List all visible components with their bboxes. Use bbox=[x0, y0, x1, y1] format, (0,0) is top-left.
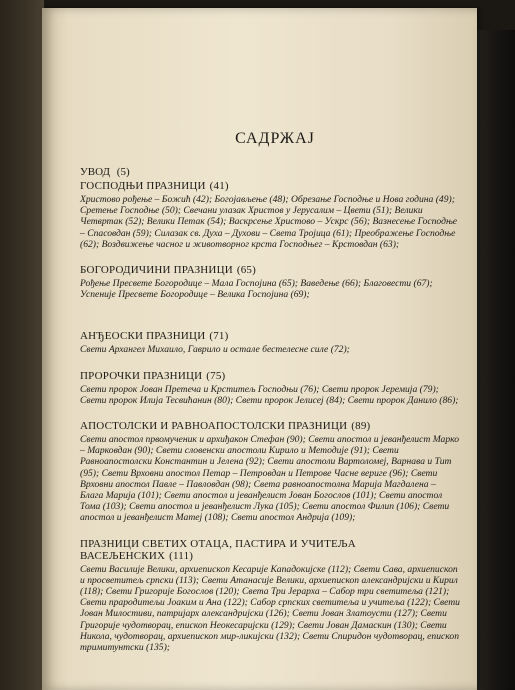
toc-intro bbox=[80, 166, 460, 178]
section-page: (89) bbox=[351, 420, 371, 433]
section-title: ГОСПОДЊИ ПРАЗНИЦИ bbox=[80, 180, 206, 192]
table-of-contents bbox=[80, 130, 460, 667]
section-title: ПРОРОЧКИ ПРАЗНИЦИ bbox=[80, 369, 203, 382]
section-page: (111) bbox=[169, 549, 194, 562]
toc-section-angels bbox=[80, 330, 460, 355]
intro-page: (5) bbox=[116, 166, 130, 178]
section-title: АПОСТОЛСКИ И РАВНОАПОСТОЛСКИ ПРАЗНИЦИ bbox=[80, 420, 348, 433]
section-page: (65) bbox=[236, 264, 256, 277]
section-heading bbox=[80, 370, 460, 382]
section-title: АНЂЕОСКИ ПРАЗНИЦИ bbox=[80, 330, 206, 343]
section-heading bbox=[80, 180, 460, 192]
section-entries: Свети апостол првомученик и архиђакон Стефан (90); Свети апостол и јеванђелист Марко – Марковдан (90); Свети словенски апостоли Кирило и Методије (91); Свети Равноапостолски Константин и Јелена (92); Свети апостоли Вартоломеј, Варнава и Тит (95); Свети Врховни апостол Петар – Петровдан и Петрове Часне вериге (96); Свети Врховни апостол Павле – Павловдан (98); Света равноапостолна Марија Магдалена – Блага Марија (101); Свети апостол и јеванђелист Јован Богослов (101); Свети апостол Тома (103); Свети апостол и јеванђелист Лука (105); Свети апостол Филип (106); Свети апостол и јеванђелист Матеј (108); Свети апостол Андрија (109); bbox=[80, 434, 460, 524]
section-heading bbox=[80, 420, 460, 432]
section-page: (41) bbox=[209, 180, 229, 192]
section-heading bbox=[80, 264, 460, 276]
section-entries: Рођење Пресвете Богородице – Мала Госпојина (65); Ваведење (66); Благовести (67); Успеније Пресвете Богородице – Велика Госпојина (69); bbox=[80, 278, 433, 301]
section-heading bbox=[80, 538, 460, 562]
toc-section-prophets bbox=[80, 370, 460, 406]
section-heading bbox=[80, 330, 460, 342]
toc-section-apostles bbox=[80, 420, 460, 524]
section-title: ПРАЗНИЦИ СВЕТИХ ОТАЦА, ПАСТИРА И УЧИТЕЉА ВАСЕЉЕНСКИХ bbox=[80, 537, 356, 562]
section-entries: Свети Архангел Михаило, Гаврило и остале бестелесне силе (72); bbox=[80, 344, 350, 356]
section-entries: Свети Василије Велики, архиепископ Кесарије Кападокијске (112); Свети Сава, архиепископ и просветитељ српски (113); Свети Атанасије Велики, архиепископ александријски и Кирил (118); Свети Григорије Богослов (120); Света Три Јерарха – Сабор три светитеља (121); Свети прародитељи Јоаким и Ана (122); Сабор српских светитеља и учитеља (122); Свети Јован Милостиви, патријарх александријски (126); Свети Јован Златоусти (127); Свети Григорије чудотворац, епископ Неокесаријски (129); Свети Јован Дамаскин (130); Свети Никола, чудотворац, архиепископ мир-ликијски (132); Свети Спиридон чудотворац, епископ тримитунтски (135); bbox=[80, 563, 460, 654]
section-entries: Христово рођење – Божић (42); Богојављење (48); Обрезање Господње и Нова година (49); Сретење Господње (50); Свечани улазак Христов у Јерусалим – Цвети (51); Велики Четвртак (52); Велики Петак (54); Васкрсење Христово – Ускрс (56); Вазнесење Господње – Спасовдан (59); Силазак св. Духа – Духови – Света Тројица (61); Преображење Господње (62); Воздвижење часног и животворног крста Господњег – Крстовдан (63); bbox=[80, 194, 458, 250]
section-title: БОГОРОДИЧИНИ ПРАЗНИЦИ bbox=[80, 264, 233, 277]
intro-label: УВОД bbox=[80, 166, 111, 178]
section-page: (71) bbox=[209, 330, 229, 343]
toc-section-theotokos bbox=[80, 264, 460, 300]
book-page bbox=[42, 8, 477, 690]
section-page: (75) bbox=[206, 369, 226, 382]
section-entries: Свети пророк Јован Претеча и Крститељ Господњи (76); Свети пророк Јеремија (79); Свети пророк Илија Тесвићанин (80); Свети пророк Јелисеј (84); Свети пророк Данило (86); bbox=[80, 383, 459, 406]
page-title: САДРЖАЈ bbox=[235, 130, 315, 147]
toc-section-lord bbox=[80, 180, 460, 250]
book-edge-left bbox=[0, 0, 44, 690]
toc-section-fathers bbox=[80, 538, 460, 654]
